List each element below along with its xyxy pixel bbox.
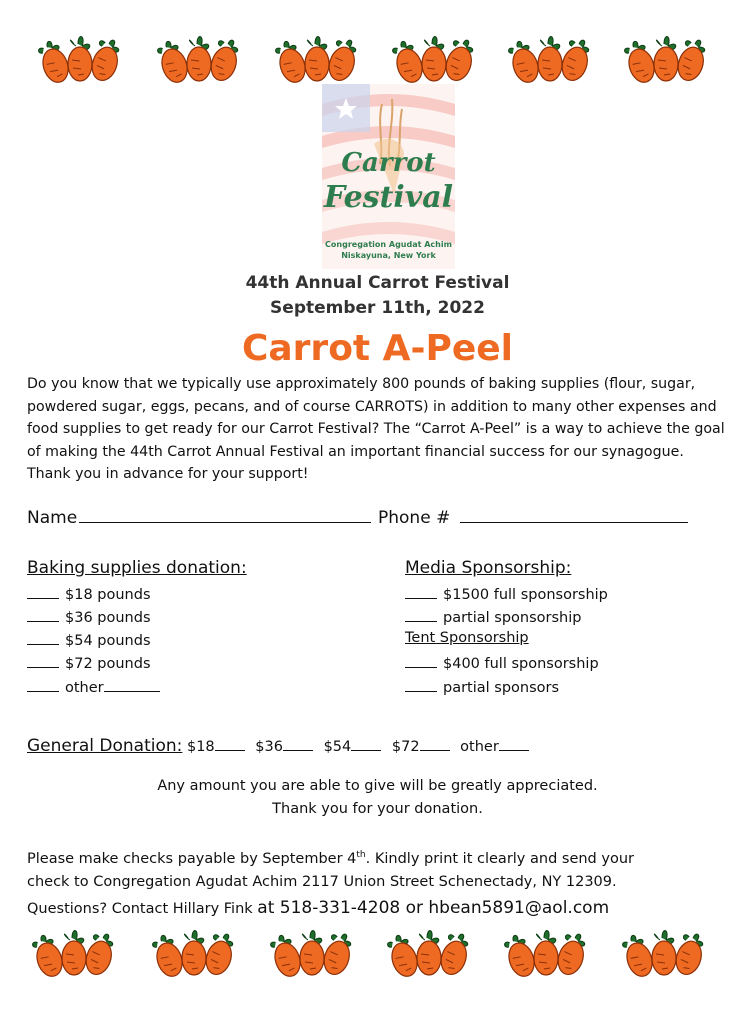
carrot-icon [620, 922, 712, 980]
tent-heading: Tent Sponsorship [405, 630, 529, 646]
baking-option[interactable]: $72 pounds [27, 653, 151, 672]
checkbox-blank[interactable] [405, 584, 437, 599]
donation-blank[interactable] [420, 736, 450, 751]
donation-blank[interactable] [283, 736, 313, 751]
intro-paragraph [27, 373, 727, 486]
checkbox-blank[interactable] [405, 607, 437, 622]
event-date: September 11th, 2022 [270, 298, 485, 318]
baking-option[interactable]: other [27, 677, 166, 696]
event-name: 44th Annual Carrot Festival [245, 273, 510, 293]
media-heading: Media Sponsorship: [405, 558, 572, 578]
checkbox-blank[interactable] [27, 653, 59, 668]
baking-heading: Baking supplies donation: [27, 558, 247, 578]
top-carrot-border [0, 28, 755, 88]
logo-title-line2: Festival [323, 180, 454, 215]
checkbox-blank[interactable] [27, 677, 59, 692]
tent-option[interactable]: partial sponsors [405, 677, 559, 696]
phone-blank[interactable] [460, 508, 688, 523]
checkbox-blank[interactable] [405, 653, 437, 668]
contact-line-1: Please make checks payable by September 4th. Kindly print it clearly and send your [27, 850, 634, 867]
contact-line-3: Questions? Contact Hillary Fink at 518-331-4208 or hbean5891@aol.com [27, 898, 610, 918]
carrot-icon [622, 28, 714, 86]
intro-text: Do you know that we typically use approximately 800 pounds of baking supplies (flour, sugar, powdered sugar, eggs, pecans, and of course CARROTS) in addition to many other expenses and food supplies to get ready for our Carrot Festival? The “Carrot A-Peel” is a way to achieve the goal of making the 44th Carrot Annual Festival an important financial success for our synagogue. Thank you in advance for your support! [27, 376, 725, 482]
contact-info: at 518-331-4208 or hbean5891@aol.com [257, 898, 610, 918]
page-title: Carrot A-Peel [241, 328, 514, 369]
name-label: Name [27, 508, 78, 528]
contact-line-2: check to Congregation Agudat Achim 2117 Union Street Schenectady, NY 12309. [27, 874, 617, 890]
thanks-line-2: Thank you for your donation. [272, 801, 483, 817]
carrot-festival-logo [322, 84, 455, 269]
carrot-icon [390, 28, 482, 86]
carrot-icon [502, 922, 594, 980]
carrot-icon [506, 28, 598, 86]
baking-option[interactable]: $36 pounds [27, 607, 151, 626]
other-blank[interactable] [104, 677, 160, 692]
baking-option[interactable]: $18 pounds [27, 584, 151, 603]
logo-org-line1: Congregation Agudat Achim [325, 240, 452, 249]
checkbox-blank[interactable] [27, 630, 59, 645]
baking-option[interactable]: $54 pounds [27, 630, 151, 649]
logo-org-line2: Niskayuna, New York [341, 251, 436, 260]
checkbox-blank[interactable] [405, 677, 437, 692]
media-option[interactable]: $1500 full sponsorship [405, 584, 608, 603]
bottom-carrot-border [0, 922, 755, 982]
donation-blank[interactable] [215, 736, 245, 751]
phone-field[interactable] [378, 508, 694, 528]
name-field[interactable] [27, 508, 377, 528]
carrot-icon [36, 28, 128, 86]
donation-blank[interactable] [499, 736, 529, 751]
media-option[interactable]: partial sponsorship [405, 607, 581, 626]
carrot-icon [273, 28, 365, 86]
phone-label: Phone # [378, 508, 451, 528]
checkbox-blank[interactable] [27, 584, 59, 599]
tent-option[interactable]: $400 full sponsorship [405, 653, 599, 672]
general-donation-label: General Donation: [27, 736, 183, 756]
checkbox-blank[interactable] [27, 607, 59, 622]
donation-blank[interactable] [351, 736, 381, 751]
logo-title-line1: Carrot [341, 148, 436, 178]
general-donation: General Donation: $18 $36 $54 $72 other [27, 736, 535, 756]
carrot-icon [150, 922, 242, 980]
name-blank[interactable] [79, 508, 371, 523]
carrot-icon [155, 28, 247, 86]
carrot-icon [268, 922, 360, 980]
thanks-line-1: Any amount you are able to give will be greatly appreciated. [157, 778, 598, 794]
carrot-icon [385, 922, 477, 980]
carrot-icon [30, 922, 122, 980]
